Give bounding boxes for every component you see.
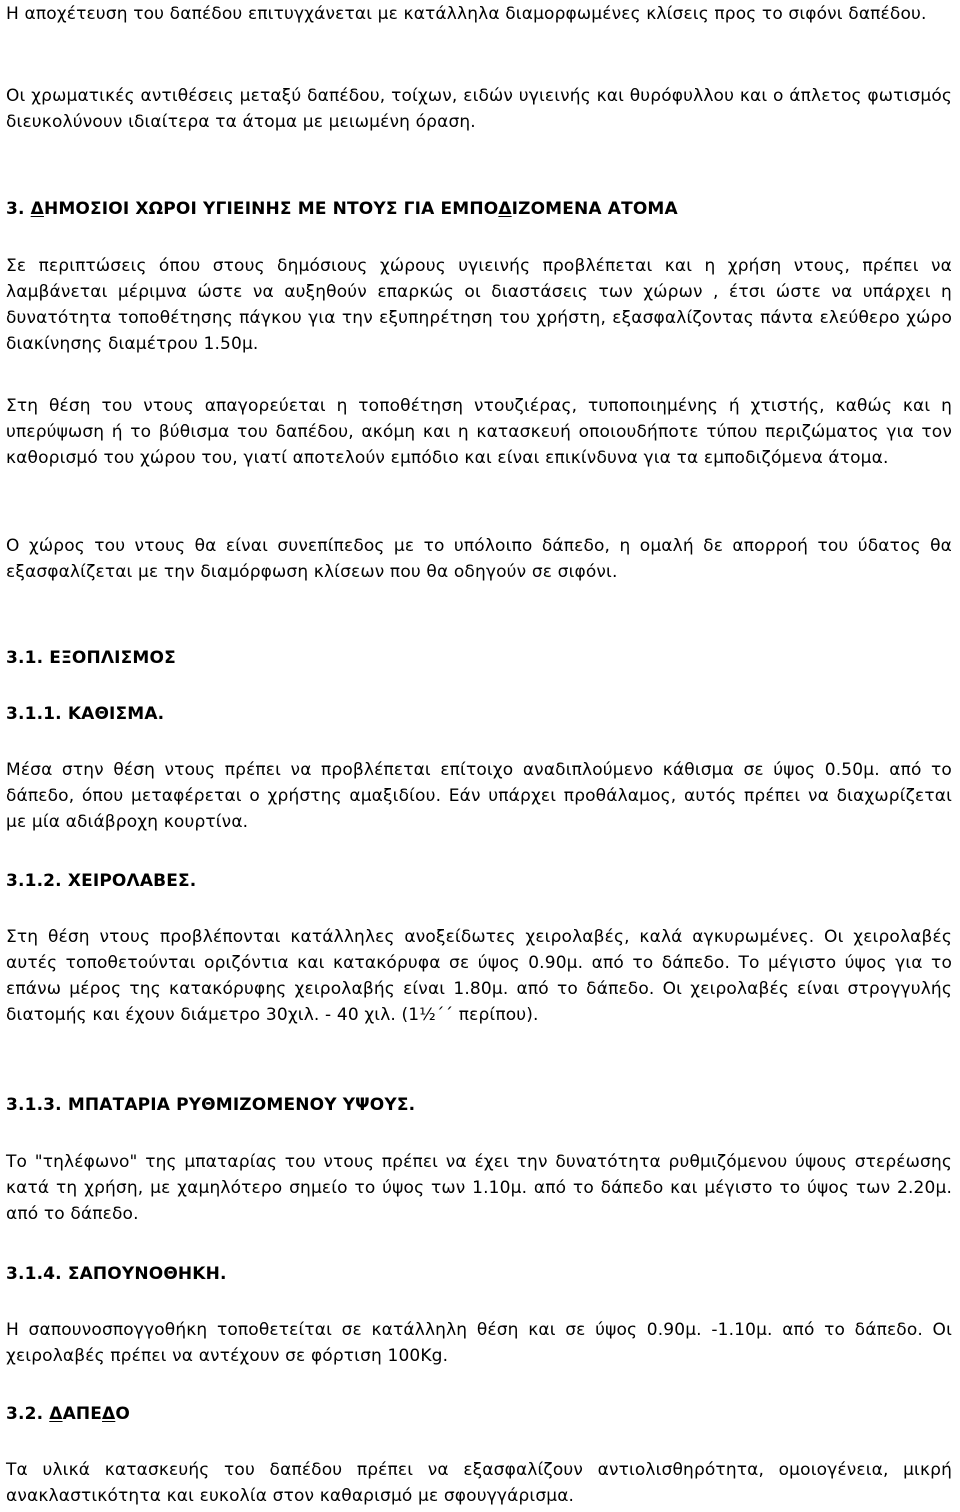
section-3-2-title-part-2: Ο: [115, 1404, 130, 1424]
section-3-title-letter-2: Δ: [498, 199, 512, 219]
section-3-1-2-heading: 3.1.2. ΧΕΙΡΟΛΑΒΕΣ.: [6, 871, 197, 891]
section-3-1-1-heading: 3.1.1. ΚΑΘΙΣΜΑ.: [6, 704, 165, 724]
section-3-title-part-1: ΗΜΟΣΙΟΙ ΧΩΡΟΙ ΥΓΙΕΙΝΗΣ ΜΕ ΝΤΟΥΣ ΓΙΑ ΕΜΠΟ: [43, 199, 499, 219]
section-3-2-title-letter-2: Δ: [102, 1404, 116, 1424]
intro-paragraph-2: Οι χρωματικές αντιθέσεις μεταξύ δαπέδου, τοίχων, ειδών υγιεινής και θυρόφυλλου και ο άπλετος φωτισμός διευκολύνουν ιδιαίτερα τα άτομα με μειωμένη όραση.: [6, 86, 952, 132]
section-3-2-text: Τα υλικά κατασκευής του δαπέδου πρέπει να εξασφαλίζουν αντιολισθηρότητα, ομοιογένεια, μικρή ανακλαστικότητα και ευκολία στον καθαρισμό με σφουγγάρισμα.: [6, 1460, 952, 1506]
section-3-2-title-part-1: ΑΠΕ: [62, 1404, 103, 1424]
section-3-paragraph-2: Στη θέση του ντους απαγορεύεται η τοποθέτηση ντουζιέρας, τυποποιημένης ή χτιστής, καθώς και η υπερύψωση ή το βύθισμα του δαπέδου, ακόμη και η κατασκευή οποιουδήποτε τύπου περιζώματος για τον καθορισμό του χώρου του, γιατί αποτελούν εμπόδιο και είναι επικίνδυνα για τα εμποδιζόμενα άτομα.: [6, 396, 952, 468]
section-3-1-4-heading: 3.1.4. ΣΑΠΟΥΝΟΘΗΚΗ.: [6, 1264, 227, 1284]
section-3-1-2-text: Στη θέση ντους προβλέπονται κατάλληλες ανοξείδωτες χειρολαβές, καλά αγκυρωμένες. Οι χειρολαβές αυτές τοποθετούνται οριζόντια και κατακόρυφα σε ύψος 0.90μ. από το δάπεδο. Το μέγιστο ύψος για το επάνω μέρος της κατακόρυφης χειρολαβής είναι 1.80μ. από το δάπεδο. Οι χειρολαβές είναι στρογγυλής διατομής και έχουν διάμετρο 30χιλ. - 40 χιλ. (1½΄΄ περίπου).: [6, 927, 952, 1025]
section-3-1-3-text: Το "τηλέφωνο" της μπαταρίας του ντους πρέπει να έχει την δυνατότητα ρυθμιζόμενου ύψους στερέωσης κατά τη χρήση, με χαμηλότερο σημείο το ύψος των 1.10μ. από το δάπεδο και μέγιστο το ύψος των 2.20μ. από το δάπεδο.: [6, 1152, 952, 1224]
section-3-title-letter-1: Δ: [30, 199, 44, 219]
section-3-2-title-letter-1: Δ: [49, 1404, 63, 1424]
section-3-1-4-text: Η σαπουνοσπογγοθήκη τοποθετείται σε κατάλληλη θέση και σε ύψος 0.90μ. -1.10μ. από το δάπεδο. Οι χειρολαβές πρέπει να αντέχουν σε φόρτιση 100Kg.: [6, 1320, 952, 1366]
section-3-2-heading: [6, 1401, 952, 1427]
intro-paragraph-1: Η αποχέτευση του δαπέδου επιτυγχάνεται με κατάλληλα διαμορφωμένες κλίσεις προς το σιφόνι δαπέδου.: [6, 4, 927, 24]
section-3-paragraph-3: Ο χώρος του ντους θα είναι συνεπίπεδος με το υπόλοιπο δάπεδο, η ομαλή δε απορροή του ύδατος θα εξασφαλίζεται με την διαμόρφωση κλίσεων που θα οδηγούν σε σιφόνι.: [6, 536, 952, 582]
section-3-2-number: 3.2.: [6, 1404, 50, 1424]
section-3-number: 3.: [6, 199, 31, 219]
section-3-paragraph-1: Σε περιπτώσεις όπου στους δημόσιους χώρους υγιεινής προβλέπεται και η χρήση ντους, πρέπει να λαμβάνεται μέριμνα ώστε να αυξηθούν επαρκώς οι διαστάσεις των χώρων , έτσι ώστε να υπάρχει η δυνατότητα τοποθέτησης πάγκου για την εξυπηρέτηση του χρήστη, εξασφαλίζοντας πάντα ελεύθερο χώρο διακίνησης διαμέτρου 1.50μ.: [6, 256, 952, 354]
section-3-1-1-text: Μέσα στην θέση ντους πρέπει να προβλέπεται επίτοιχο αναδιπλούμενο κάθισμα σε ύψος 0.50μ. από το δάπεδο, όπου μεταφέρεται ο χρήστης αμαξιδίου. Εάν υπάρχει προθάλαμος, αυτός πρέπει να διαχωρίζεται με μία αδιάβροχη κουρτίνα.: [6, 760, 952, 832]
section-3-heading: [6, 196, 952, 222]
section-3-1-3-heading: 3.1.3. ΜΠΑΤΑΡΙΑ ΡΥΘΜΙΖΟΜΕΝΟΥ ΥΨΟΥΣ.: [6, 1095, 416, 1115]
section-3-1-heading: 3.1. ΕΞΟΠΛΙΣΜΟΣ: [6, 648, 176, 668]
section-3-title-part-2: ΙΖΟΜΕΝΑ ΑΤΟΜΑ: [511, 199, 678, 219]
